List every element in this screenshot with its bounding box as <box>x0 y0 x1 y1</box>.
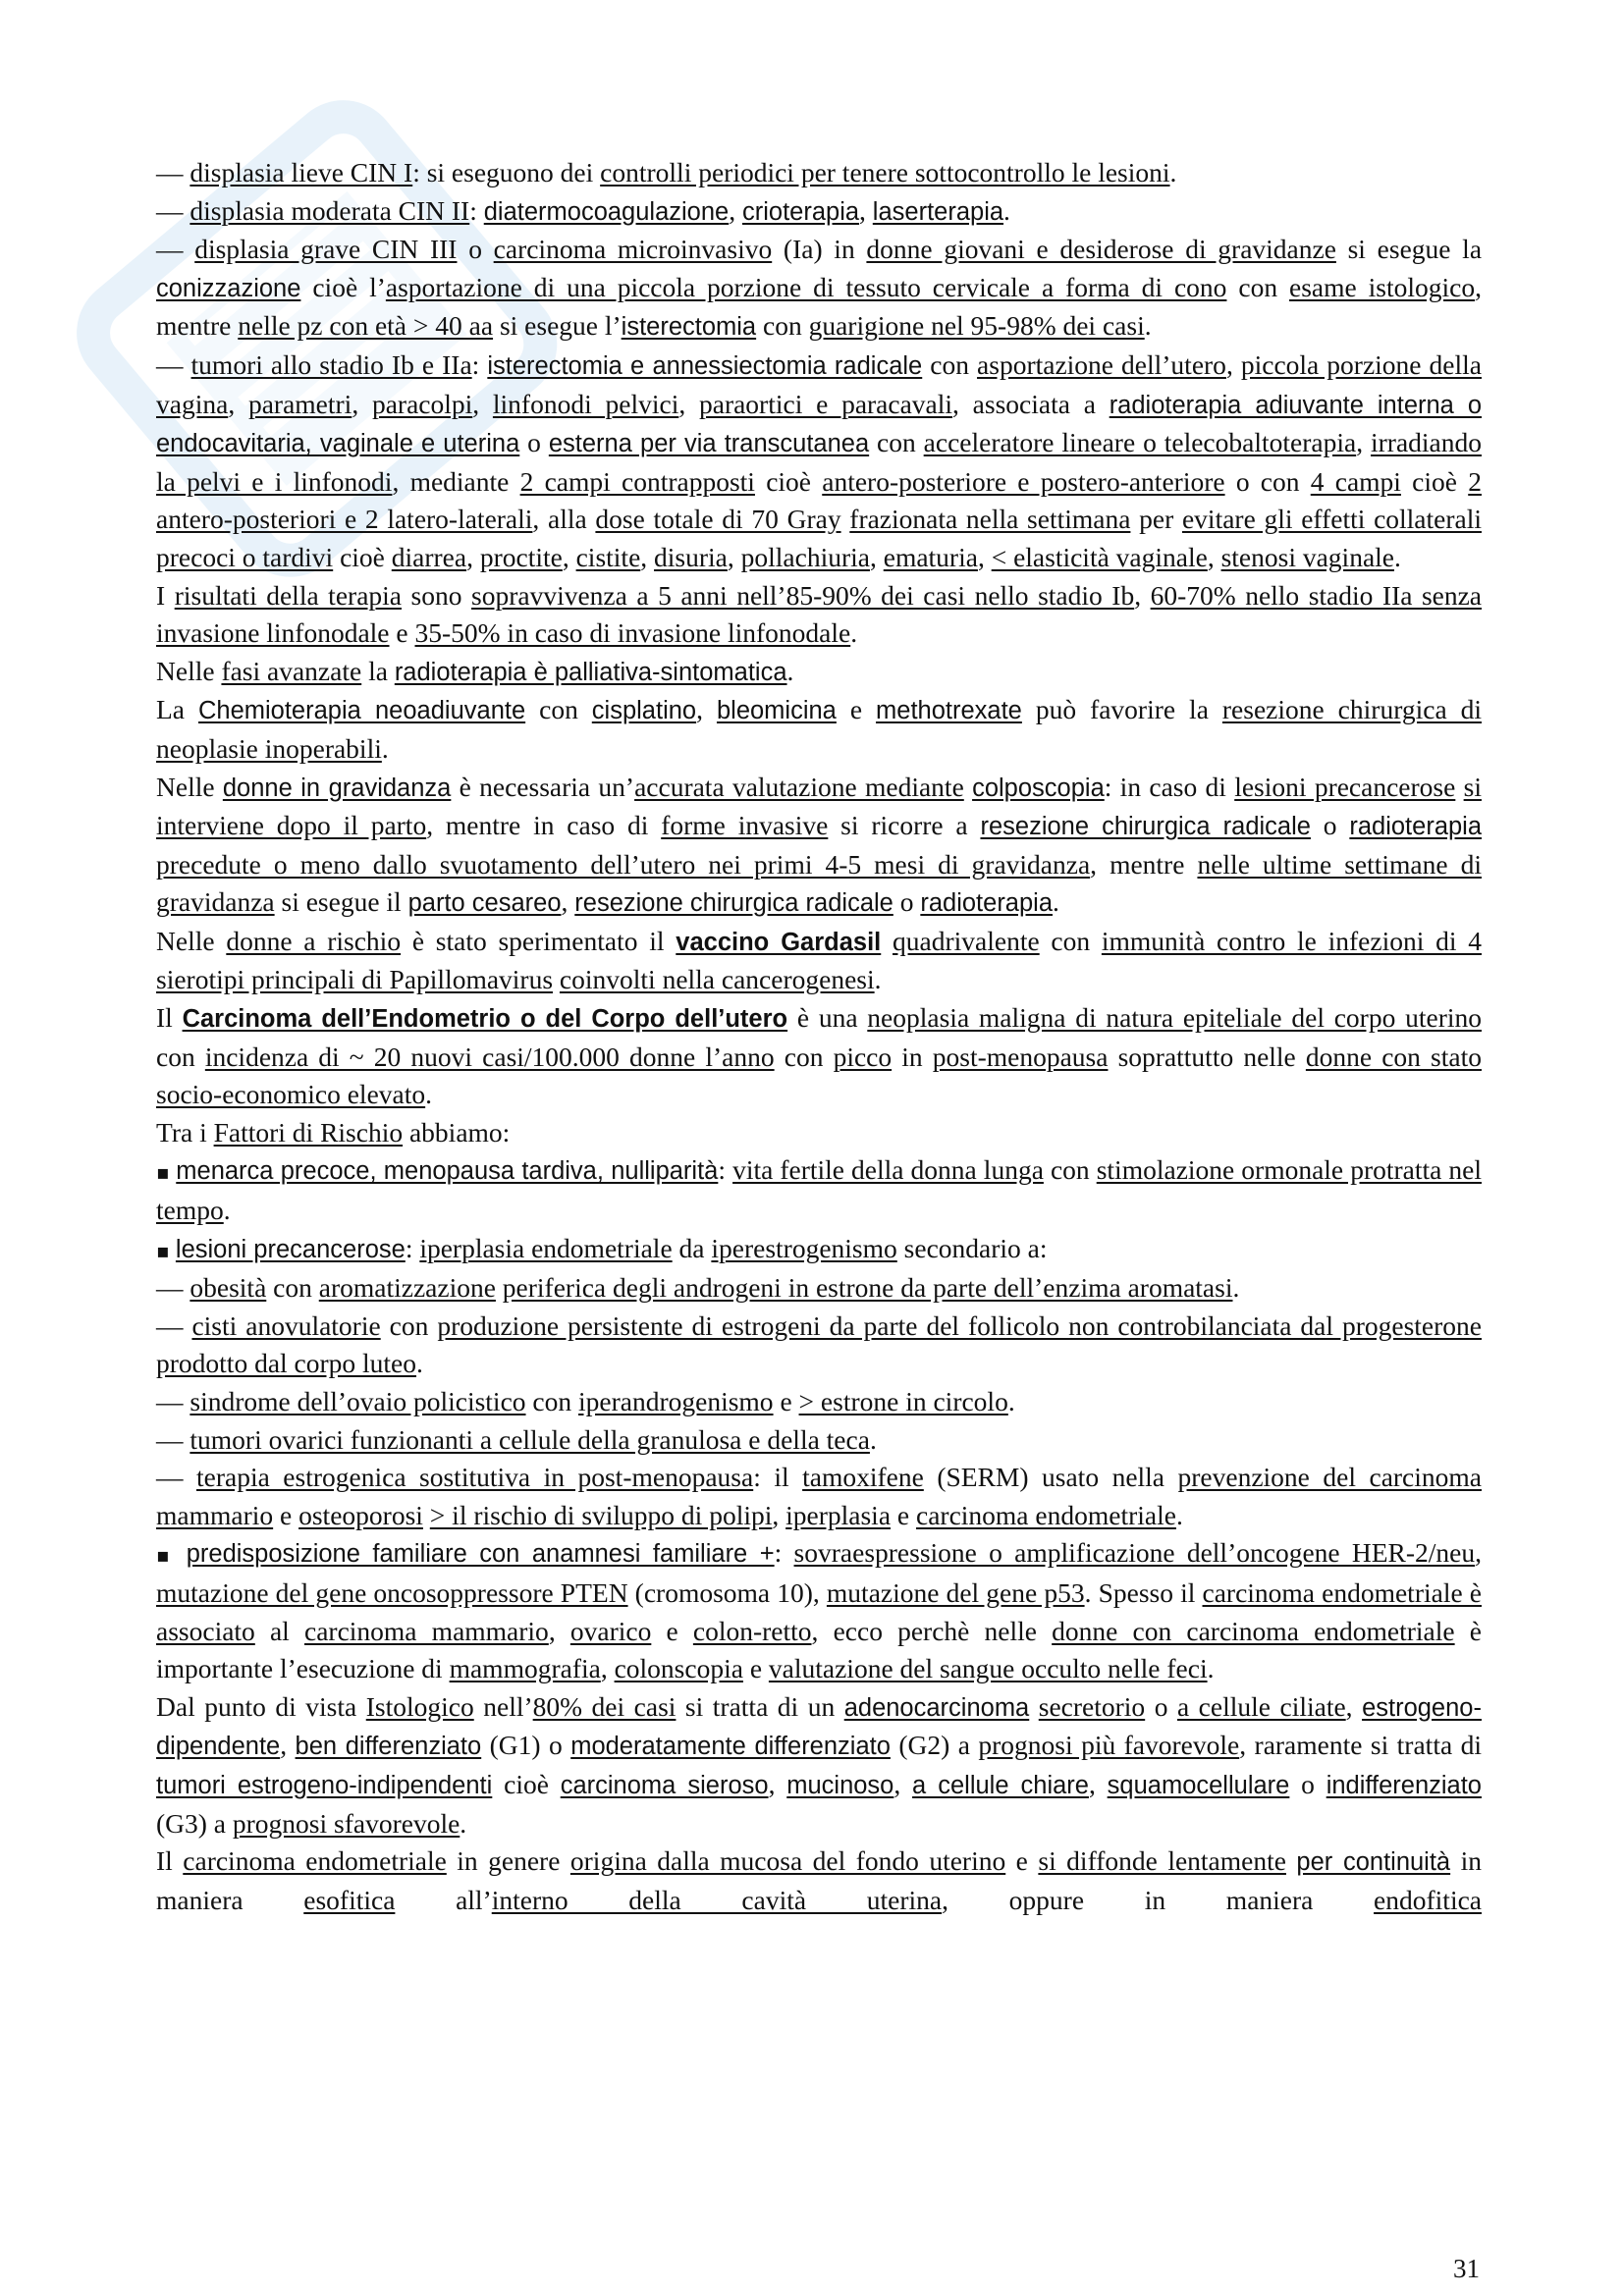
line-results: I risultati della terapia sono sopravvivenza a 5 anni nell’85-90% dei casi nello stadio Ib, 60-70% nello stadio IIa senza invasione linfonodale e 35-50% in caso di invasione linfonodale. <box>156 579 1483 649</box>
underlined-text: tumori ovarici funzionanti a cellule della granulosa e della teca <box>189 1423 870 1455</box>
key-term: conizzazione <box>156 274 301 302</box>
underlined-text: precedute o meno dallo svuotamento dell’utero nei primi 4-5 mesi di gravidanza <box>156 848 1091 880</box>
bullet-square-icon: ▪ <box>156 1160 177 1185</box>
underlined-text: < elasticità vaginale <box>991 541 1208 572</box>
underlined-text: prognosi sfavorevole <box>232 1807 460 1839</box>
underlined-text: nelle pz con età > 40 aa <box>238 310 494 342</box>
underlined-text: paraortici e paracavali <box>698 388 953 419</box>
underlined-text: iperplasia <box>785 1499 892 1530</box>
underlined-text: displasia grave CIN III <box>194 234 458 265</box>
key-term: adenocarcinoma <box>843 1693 1030 1722</box>
key-term: methotrexate <box>876 697 1022 725</box>
section-title: Carcinoma dell’Endometrio o del Corpo dell’utero <box>182 1005 788 1034</box>
underlined-text: interno della cavità uterina <box>491 1884 943 1915</box>
underlined-text: si diffonde lentamente <box>1038 1845 1286 1877</box>
key-term-bold: vaccino Gardasil <box>676 928 882 956</box>
line-risk-factors: Tra i Fattori di Rischio abbiamo: <box>156 1116 511 1148</box>
underlined-text: picco <box>833 1041 893 1072</box>
line-terapia-estrogenica: — terapia estrogenica sostitutiva in post-menopausa: il tamoxifene (SERM) usato nella prevenzione del carcinoma mammario e osteoporosi > il rischio di sviluppo di polipi, iperplasia e carcinoma endometriale. <box>156 1462 1482 1530</box>
underlined-text: > il rischio di sviluppo di polipi <box>429 1499 773 1530</box>
key-term: per continuità <box>1296 1848 1451 1877</box>
underlined-text: piccola porzione della vagina <box>156 348 1482 419</box>
underlined-text: colonscopia <box>614 1653 743 1684</box>
underlined-text: 60-70% nello stadio IIa senza invasione linfonodale <box>156 579 1483 649</box>
underlined-text: tumori allo stadio Ib e IIa <box>190 348 472 380</box>
underlined-text: accurata valutazione mediante <box>634 771 964 802</box>
key-term: parto cesareo <box>407 889 562 918</box>
key-term: mucinoso <box>786 1771 894 1799</box>
underlined-text: parametri <box>247 388 352 419</box>
underlined-text: 80% dei casi <box>532 1690 677 1722</box>
underlined-text: Fattori di Rischio <box>213 1116 404 1148</box>
line-cin2: — displasia moderata CIN II: diatermocoagulazione, crioterapia, laserterapia. <box>156 194 1010 226</box>
key-term: menarca precoce, menopausa tardiva, nulliparità <box>176 1157 719 1186</box>
key-term: cisplatino <box>591 697 697 725</box>
underlined-text: a cellule ciliate <box>1176 1690 1346 1722</box>
underlined-text: iperandrogenismo <box>578 1386 774 1416</box>
underlined-text: controlli periodici per tenere sottocontrollo le lesioni <box>600 157 1170 187</box>
underlined-text: resezione chirurgica di neoplasie inoperabili <box>156 694 1483 764</box>
underlined-text: carcinoma microinvasivo <box>493 234 773 265</box>
underlined-text: guarigione nel 95-98% dei casi <box>808 310 1145 342</box>
underlined-text: displasia moderata CIN II <box>189 194 470 226</box>
underlined-text: colon-retto <box>692 1615 812 1646</box>
underlined-text: produzione persistente di estrogeni da parte del follicolo non controbilanciata dal progesterone prodotto dal corpo luteo <box>156 1309 1482 1379</box>
underlined-text: tamoxifene <box>802 1462 924 1493</box>
key-term: donne in gravidanza <box>222 774 452 802</box>
key-term: lesioni precancerose <box>175 1235 406 1263</box>
bullet-predisposizione: ▪ predisposizione familiare con anamnesi familiare +: sovraespressione o amplificazione dell’oncogene HER-2/neu, mutazione del gene oncosoppressore PTEN (cromosoma 10), mutazione del gene p53. Spesso il carcinoma endometriale è associato al carcinoma mammario, ovarico e colon-retto, ecco perchè nelle donne con carcinoma endometriale è importante l’esecuzione di mammografia, colonscopia e valutazione del sangue occulto nelle feci. <box>156 1537 1483 1684</box>
key-term: tumori estrogeno-indipendenti <box>156 1771 493 1799</box>
underlined-text: carcinoma mammario <box>304 1615 549 1646</box>
key-term: resezione chirurgica radicale <box>980 813 1311 841</box>
bullet-lesioni: ▪ lesioni precancerose: iperplasia endometriale da iperestrogenismo secondario a: <box>156 1232 1048 1263</box>
line-obesita: — obesità con aromatizzazione periferica degli androgeni in estrone da parte dell’enzima aromatasi. <box>156 1272 1240 1304</box>
key-term: isterectomia <box>621 313 757 342</box>
underlined-text: diarrea <box>391 541 467 572</box>
key-term: indifferenziato <box>1326 1771 1482 1799</box>
underlined-text: paracolpi <box>371 388 473 419</box>
underlined-text: frazionata nella settimana <box>849 504 1131 535</box>
underlined-text: sovraespressione o amplificazione dell’oncogene HER-2/neu <box>793 1537 1476 1569</box>
key-term: radioterapia è palliativa-sintomatica <box>394 658 787 686</box>
line-cin1: — displasia lieve CIN I: si eseguono dei controlli periodici per tenere sottocontrollo le lesioni. <box>156 157 1177 187</box>
underlined-text: proctite <box>479 541 563 572</box>
key-term: radioterapia adiuvante interna o endocavitaria, vaginale e uterina <box>156 391 1483 458</box>
key-term: esterna per via transcutanea <box>548 430 870 458</box>
underlined-text: donne con carcinoma endometriale <box>1052 1615 1455 1646</box>
underlined-text: post-menopausa <box>932 1041 1109 1072</box>
underlined-text: > estrone in circolo <box>798 1386 1008 1416</box>
underlined-text: Istologico <box>365 1690 474 1722</box>
key-term: carcinoma sieroso <box>560 1771 769 1799</box>
key-term: ben differenziato <box>295 1733 482 1761</box>
key-term: colposcopia <box>972 774 1105 802</box>
underlined-text: vita fertile della donna lunga <box>732 1154 1044 1186</box>
underlined-text: asportazione dell’utero <box>977 348 1226 380</box>
underlined-text: ovarico <box>569 1615 652 1646</box>
underlined-text: immunità contro le infezioni di 4 sierotipi principali di Papillomavirus <box>156 925 1482 995</box>
key-term: moderatamente differenziato <box>570 1733 891 1761</box>
line-endometrium: Il Carcinoma dell’Endometrio o del Corpo dell’utero è una neoplasia maligna di natura epiteliale del corpo uterino con incidenza di ~ 20 nuovi casi/100.000 donne l’anno con picco in post-menopausa soprattutto nelle donne con stato socio-economico elevato. <box>156 1002 1482 1110</box>
underlined-text: 2 antero-posteriori e 2 latero-laterali <box>156 465 1482 535</box>
underlined-text: stimolazione ormonale protratta nel tempo <box>156 1154 1482 1226</box>
key-term: Chemioterapia neoadiuvante <box>197 697 526 725</box>
key-term: crioterapia <box>741 197 860 226</box>
bullet-menarca: ▪ menarca precoce, menopausa tardiva, nulliparità: vita fertile della donna lunga con stimolazione ormonale protratta nel tempo. <box>156 1154 1482 1226</box>
underlined-text: cisti anovulatorie <box>191 1309 381 1341</box>
underlined-text: endofitica <box>1374 1884 1482 1915</box>
line-sindrome: — sindrome dell’ovaio policistico con iperandrogenismo e > estrone in circolo. <box>156 1386 1015 1416</box>
underlined-text: iperplasia endometriale <box>419 1232 673 1263</box>
underlined-text: origina dalla mucosa del fondo uterino <box>569 1845 1006 1877</box>
underlined-text: prognosi più favorevole <box>978 1730 1240 1761</box>
line-tumori-ovarici: — tumori ovarici funzionanti a cellule della granulosa e della teca. <box>156 1423 877 1455</box>
underlined-text: fasi avanzate <box>221 655 362 686</box>
underlined-text: incidenza di ~ 20 nuovi casi/100.000 donne l’anno <box>204 1041 775 1072</box>
underlined-text: mutazione del gene p53 <box>826 1576 1085 1608</box>
underlined-text: risultati della terapia <box>174 579 402 611</box>
underlined-text: sopravvivenza a 5 anni nell’85-90% dei casi nello stadio Ib <box>471 579 1135 611</box>
underlined-text: ematuria <box>883 541 978 572</box>
key-term: laserterapia <box>872 197 1004 226</box>
key-term: radioterapia <box>920 889 1054 918</box>
underlined-text: 35-50% in caso di invasione linfonodale <box>414 617 851 649</box>
underlined-text: 2 campi contrapposti <box>519 465 755 497</box>
underlined-text: donne a rischio <box>226 925 402 956</box>
underlined-text: cistite <box>575 541 641 572</box>
key-term: estrogeno-dipendente <box>156 1693 1482 1761</box>
underlined-text: esame istologico <box>1289 271 1476 302</box>
line-cisti: — cisti anovulatorie con produzione persistente di estrogeni da parte del follicolo non controbilanciata dal progesterone prodotto dal corpo luteo. <box>156 1309 1482 1379</box>
underlined-text: lesioni precancerose <box>1234 771 1456 802</box>
underlined-text: quadrivalente <box>893 925 1040 956</box>
key-term: radioterapia <box>1349 813 1483 841</box>
line-advanced: Nelle fasi avanzate la radioterapia è palliativa-sintomatica. <box>156 655 794 686</box>
body-text <box>156 154 1482 1919</box>
underlined-text: evitare gli effetti collaterali precoci o tardivi <box>156 504 1482 572</box>
bullet-square-icon: ▪ <box>156 1543 187 1568</box>
underlined-text: secretorio <box>1038 1690 1146 1722</box>
key-term: squamocellulare <box>1107 1771 1290 1799</box>
underlined-text: valutazione del sangue occulto nelle feci <box>768 1653 1208 1684</box>
line-chemo: La Chemioterapia neoadiuvante con cisplatino, bleomicina e methotrexate può favorire la resezione chirurgica di neoplasie inoperabili. <box>156 694 1483 764</box>
key-term: bleomicina <box>716 697 837 725</box>
underlined-text: donne con stato socio-economico elevato <box>156 1041 1482 1110</box>
line-diffusione: Il carcinoma endometriale in genere origina dalla mucosa del fondo uterino e si diffonde lentamente per continuità in maniera esofitica all’interno della cavità uterina, oppure in maniera endofitica <box>156 1845 1482 1915</box>
key-term: predisposizione familiare con anamnesi familiare + <box>186 1540 775 1569</box>
underlined-text: periferica degli androgeni in estrone da parte dell’enzima aromatasi <box>502 1272 1233 1304</box>
underlined-text: disuria <box>654 541 728 572</box>
line-pregnancy: Nelle donne in gravidanza è necessaria un’accurata valutazione mediante colposcopia: in caso di lesioni precancerose si interviene dopo il parto, mentre in caso di forme invasive si ricorre a resezione chirurgica radicale o radioterapia precedute o meno dallo svuotamento dell’utero nei primi 4-5 mesi di gravidanza, mentre nelle ultime settimane di gravidanza si esegue il parto cesareo, resezione chirurgica radicale o radioterapia. <box>156 771 1483 918</box>
underlined-text: irradiando la pelvi e i linfonodi <box>156 427 1482 497</box>
underlined-text: carcinoma endometriale <box>183 1845 447 1877</box>
line-cin3: — displasia grave CIN III o carcinoma microinvasivo (Ia) in donne giovani e desiderose di gravidanze si esegue la conizzazione cioè l’asportazione di una piccola porzione di tessuto cervicale a forma di cono con esame istologico, mentre nelle pz con età > 40 aa si esegue l’isterectomia con guarigione nel 95-98% dei casi. <box>156 234 1483 342</box>
line-vaccine: Nelle donne a rischio è stato sperimentato il vaccino Gardasil quadrivalente con immunità contro le infezioni di 4 sierotipi principali di Papillomavirus coinvolti nella cancerogenesi. <box>156 925 1482 995</box>
underlined-text: antero-posteriore e postero-anteriore <box>822 465 1225 497</box>
underlined-text: iperestrogenismo <box>711 1232 897 1263</box>
underlined-text: dose totale di 70 Gray <box>595 504 841 535</box>
line-stage-ib-iia: — tumori allo stadio Ib e IIa: isterectomia e annessiectomia radicale con asportazione dell’utero, piccola porzione della vagina, parametri, paracolpi, linfonodi pelvici, paraortici e paracavali, associata a radioterapia adiuvante interna o endocavitaria, vaginale e uterina o esterna per via transcutanea con acceleratore lineare o telecobaltoterapia, irradiando la pelvi e i linfonodi, mediante 2 campi contrapposti cioè antero-posteriore e postero-anteriore o con 4 campi cioè 2 antero-posteriori e 2 latero-laterali, alla dose totale di 70 Gray frazionata nella settimana per evitare gli effetti collaterali precoci o tardivi cioè diarrea, proctite, cistite, disuria, pollachiuria, ematuria, < elasticità vaginale, stenosi vaginale. <box>156 348 1483 572</box>
underlined-text: prevenzione del carcinoma mammario <box>156 1462 1482 1530</box>
underlined-text: forme invasive <box>661 810 829 841</box>
line-istologico: Dal punto di vista Istologico nell’80% dei casi si tratta di un adenocarcinoma secretorio o a cellule ciliate, estrogeno-dipendente, ben differenziato (G1) o moderatamente differenziato (G2) a prognosi più favorevole, raramente si tratta di tumori estrogeno-indipendenti cioè carcinoma sieroso, mucinoso, a cellule chiare, squamocellulare o indifferenziato (G3) a prognosi sfavorevole. <box>156 1690 1482 1839</box>
key-term: resezione chirurgica radicale <box>574 889 893 918</box>
key-term: a cellule chiare <box>912 1771 1089 1799</box>
underlined-text: donne giovani e desiderose di gravidanze <box>866 234 1336 265</box>
underlined-text: mammografia <box>449 1653 601 1684</box>
underlined-text: acceleratore lineare o telecobaltoterapia <box>923 427 1357 458</box>
underlined-text: pollachiuria <box>740 541 870 572</box>
bullet-square-icon: ▪ <box>156 1238 176 1262</box>
underlined-text: terapia estrogenica sostitutiva in post-menopausa <box>196 1462 754 1493</box>
underlined-text: 4 campi <box>1310 465 1401 497</box>
underlined-text: mutazione del gene oncosoppressore PTEN <box>156 1576 628 1608</box>
underlined-text: obesità <box>189 1272 267 1304</box>
underlined-text: sindrome dell’ovaio policistico <box>189 1386 526 1416</box>
underlined-text: aromatizzazione <box>318 1272 496 1304</box>
underlined-text: coinvolti nella cancerogenesi <box>559 964 875 995</box>
underlined-text: osteoporosi <box>298 1499 423 1530</box>
underlined-text: displasia lieve CIN I <box>189 157 413 187</box>
underlined-text: si interviene dopo il parto <box>156 771 1482 841</box>
underlined-text: asportazione di una piccola porzione di tessuto cervicale a forma di cono <box>385 271 1227 302</box>
key-term: diatermocoagulazione <box>483 197 730 226</box>
page-number: 31 <box>1453 2254 1480 2283</box>
underlined-text: linfonodi pelvici <box>492 388 679 419</box>
underlined-text: esofitica <box>303 1884 396 1915</box>
underlined-text: carcinoma endometriale è associato <box>156 1576 1482 1646</box>
underlined-text: stenosi vaginale <box>1220 541 1394 572</box>
underlined-text: carcinoma endometriale <box>916 1499 1176 1530</box>
underlined-text: nelle ultime settimane di gravidanza <box>156 848 1483 918</box>
key-term: isterectomia e annessiectomia radicale <box>487 351 923 380</box>
underlined-text: neoplasia maligna di natura epiteliale del corpo uterino <box>867 1002 1482 1034</box>
